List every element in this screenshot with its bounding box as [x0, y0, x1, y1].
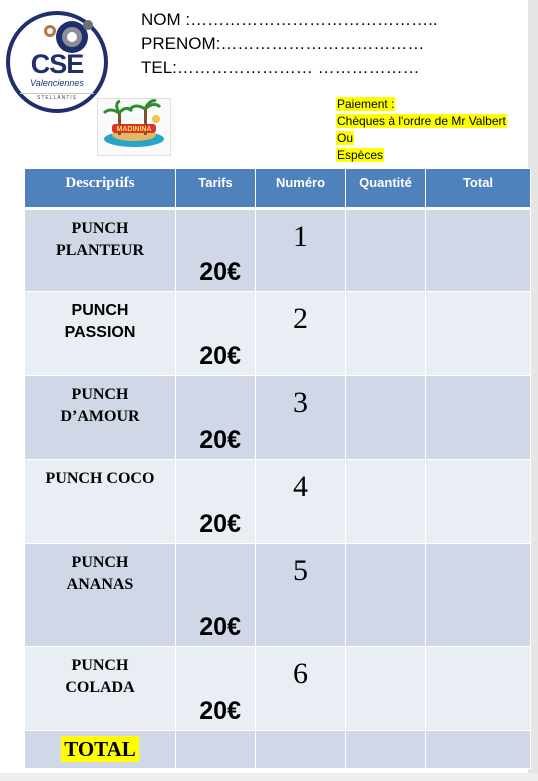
- logo-wordmark: CSE: [30, 49, 84, 79]
- quantity-cell[interactable]: [346, 544, 426, 647]
- product-name: PUNCH COLADA: [25, 647, 176, 731]
- logo-brand: STELLANTIS: [36, 95, 77, 101]
- product-name: PUNCH PLANTEUR: [25, 209, 176, 292]
- header-tarifs: Tarifs: [176, 169, 256, 209]
- quantity-cell[interactable]: [346, 376, 426, 460]
- table-header-row: [25, 169, 531, 209]
- logo-city: Valenciennes: [30, 78, 84, 88]
- payment-info: [336, 96, 507, 164]
- grand-total-cell[interactable]: [426, 731, 531, 769]
- product-name: PUNCH PASSION: [25, 292, 176, 376]
- tel-field[interactable]: TEL:…………………… ………………: [141, 58, 420, 77]
- prenom-field[interactable]: PRENOM:………………………………: [141, 34, 425, 53]
- product-price: 20€: [176, 544, 256, 647]
- page-bottom-edge: [0, 773, 538, 781]
- total-cell[interactable]: [426, 544, 531, 647]
- total-cell[interactable]: [426, 460, 531, 544]
- product-name: PUNCH D’AMOUR: [25, 376, 176, 460]
- product-name: PUNCH ANANAS: [25, 544, 176, 647]
- total-cell[interactable]: [426, 292, 531, 376]
- quantity-cell[interactable]: [346, 209, 426, 292]
- total-cell[interactable]: [426, 376, 531, 460]
- payment-or: Ou: [337, 131, 354, 145]
- identity-fields: [141, 8, 438, 80]
- total-empty-cell: [256, 731, 346, 769]
- product-price: 20€: [176, 209, 256, 292]
- badge-text: MADININA: [116, 126, 152, 133]
- order-table: [24, 168, 531, 769]
- product-price: 20€: [176, 647, 256, 731]
- nom-field[interactable]: NOM :……………………………………..: [141, 10, 438, 29]
- product-name: PUNCH COCO: [25, 460, 176, 544]
- header-numero: Numéro: [256, 169, 346, 209]
- table-row: [25, 376, 531, 460]
- table-row: [25, 647, 531, 731]
- product-number: 2: [256, 292, 346, 376]
- total-cell[interactable]: [426, 647, 531, 731]
- quantity-cell[interactable]: [346, 647, 426, 731]
- product-number: 3: [256, 376, 346, 460]
- product-price: 20€: [176, 376, 256, 460]
- product-number: 6: [256, 647, 346, 731]
- product-number: 5: [256, 544, 346, 647]
- product-number: 4: [256, 460, 346, 544]
- table-row: [25, 292, 531, 376]
- total-label-cell: [25, 731, 176, 769]
- payment-cheque: Chèques à l'ordre de Mr Valbert: [337, 114, 506, 128]
- total-empty-cell: [176, 731, 256, 769]
- total-row: [25, 731, 531, 769]
- header-descriptifs: Descriptifs: [25, 169, 176, 209]
- table-row: [25, 209, 531, 292]
- madinina-badge: [97, 98, 171, 156]
- total-label: TOTAL: [61, 736, 139, 762]
- quantity-cell[interactable]: [346, 460, 426, 544]
- palm-tree-island-icon: [98, 99, 170, 155]
- total-cell[interactable]: [426, 209, 531, 292]
- header-quantite: Quantité: [346, 169, 426, 209]
- product-price: 20€: [176, 292, 256, 376]
- table-row: [25, 460, 531, 544]
- payment-cash: Espèces: [337, 148, 384, 162]
- quantity-cell[interactable]: [346, 292, 426, 376]
- total-quantity-cell[interactable]: [346, 731, 426, 769]
- product-number: 1: [256, 209, 346, 292]
- header-total: Total: [426, 169, 531, 209]
- table-row: [25, 544, 531, 647]
- product-price: 20€: [176, 460, 256, 544]
- payment-title: Paiement :: [337, 97, 395, 111]
- cse-logo: [6, 11, 108, 113]
